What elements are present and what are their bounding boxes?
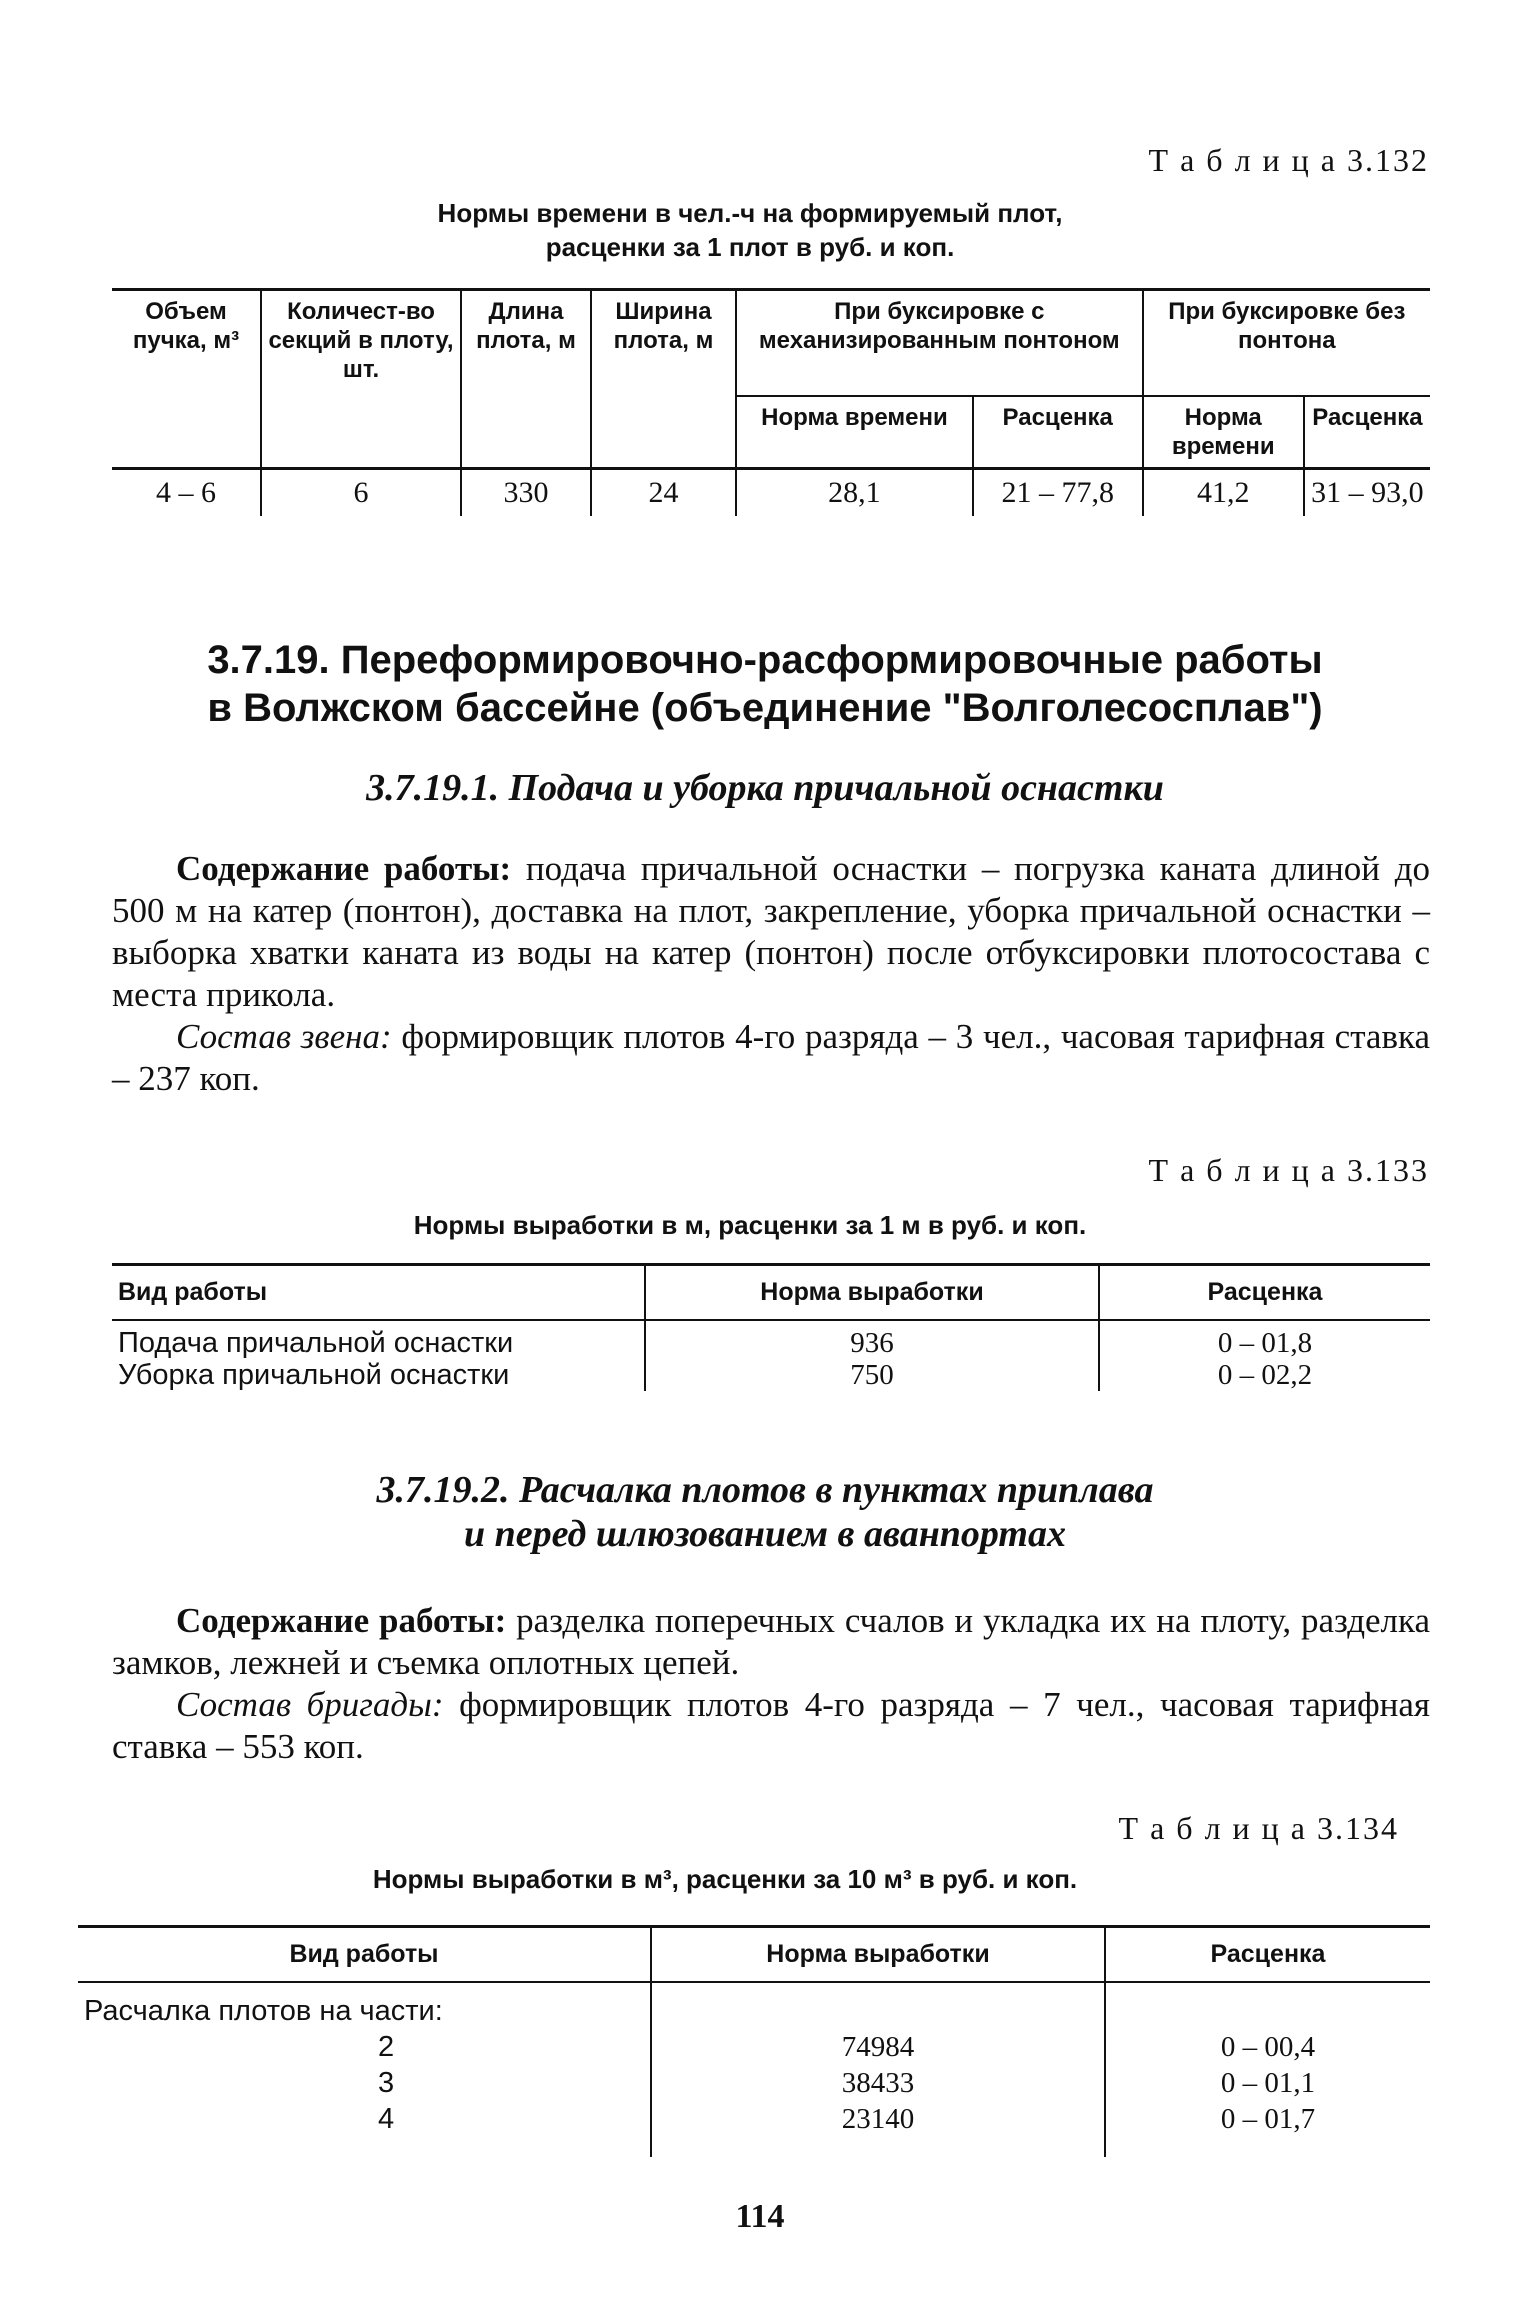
table-label: Т а б л и ц а 3.134 [1118, 1810, 1399, 1846]
cell-work-type: 4 [378, 2103, 395, 2135]
section-heading [150, 636, 1380, 732]
norms-table-3-132 [112, 288, 1430, 516]
table-caption: Нормы выработки в м, расценки за 1 м в руб. и коп. [413, 1210, 1087, 1240]
crew-text: формировщик плотов 4-го разряда – 7 чел., часовая тарифная ставка – 553 коп. [112, 1685, 1430, 1766]
col-without-pontoon: При буксировке без понтона [1143, 290, 1430, 397]
subsection-heading [150, 1468, 1380, 1556]
cell-rate-2: 31 – 93,0 [1304, 469, 1430, 517]
norms-table-3-134 [78, 1925, 1430, 2157]
cell-norm: 38433 [651, 2065, 1105, 2101]
table-row [78, 2029, 1430, 2065]
cell-rate: 0 – 00,4 [1105, 2029, 1430, 2065]
crew-label: Состав бригады: [176, 1685, 444, 1724]
cell-width: 24 [591, 469, 736, 517]
cell-work-type: 3 [378, 2067, 395, 2099]
cell-rate-1: 21 – 77,8 [973, 469, 1143, 517]
table-caption [300, 196, 1200, 264]
table-row [78, 1982, 1430, 2029]
cell-work-type: 2 [378, 2031, 395, 2063]
content-text: подача причальной оснастки – погрузка каната длиной до 500 м на катер (понтон), доставка на плот, закрепление, уборка причальной оснастки – выборка хватки каната из воды на катер (понтон) после отбуксировки плотосостава с места прикола. [112, 849, 1430, 1014]
table-label: Т а б л и ц а 3.132 [1148, 142, 1429, 178]
col-rate-2: Расценка [1304, 396, 1430, 469]
cell-sections: 6 [261, 469, 461, 517]
col-norm-time-2: Норма времени [1143, 396, 1304, 469]
col-work-type: Вид работы [78, 1927, 651, 1983]
col-width: Ширина плота, м [591, 290, 736, 469]
cell-rate: 0 – 02,2 [1099, 1359, 1430, 1391]
page-number: 114 [735, 2198, 785, 2235]
norms-table-3-133 [112, 1263, 1430, 1391]
work-content-paragraph [112, 848, 1430, 1016]
cell-work-type: Уборка причальной оснастки [118, 1359, 510, 1391]
content-text: разделка поперечных счалов и укладка их на плоту, разделка замков, лежней и съемка оплотных цепей. [112, 1601, 1431, 1682]
heading-line: в Волжском бассейне (объединение "Волголесосплав") [207, 686, 1323, 730]
cell-norm: 750 [645, 1359, 1099, 1391]
heading-line: 3.7.19. Переформировочно-расформировочные работы [207, 638, 1323, 682]
table-caption: Нормы выработки в м³, расценки за 10 м³ в руб. и коп. [372, 1864, 1078, 1894]
col-norm: Норма выработки [645, 1265, 1099, 1321]
col-volume: Объем пучка, м³ [112, 290, 261, 469]
col-sections: Количест-во секций в плоту, шт. [261, 290, 461, 469]
table-row [112, 469, 1430, 517]
cell-length: 330 [461, 469, 591, 517]
col-rate: Расценка [1105, 1927, 1430, 1983]
cell-group-label: Расчалка плотов на части: [84, 1995, 443, 2027]
table-row [78, 2065, 1430, 2101]
cell-norm-time-1: 28,1 [736, 469, 973, 517]
crew-paragraph [112, 1684, 1430, 1768]
col-norm: Норма выработки [651, 1927, 1105, 1983]
table-row [78, 2101, 1430, 2157]
col-rate-1: Расценка [973, 396, 1143, 469]
col-rate: Расценка [1099, 1265, 1430, 1321]
heading-line: 3.7.19.2. Расчалка плотов в пунктах приплава [376, 1469, 1154, 1511]
cell-norm: 23140 [651, 2101, 1105, 2157]
cell-rate: 0 – 01,1 [1105, 2065, 1430, 2101]
col-with-pontoon: При буксировке с механизированным понтоном [736, 290, 1143, 397]
col-work-type: Вид работы [112, 1265, 645, 1321]
cell-work-type: Подача причальной оснастки [118, 1327, 514, 1359]
cell-norm: 936 [645, 1327, 1099, 1359]
heading-line: и перед шлюзованием в аванпортах [463, 1513, 1066, 1555]
cell-norm-time-2: 41,2 [1143, 469, 1304, 517]
crew-paragraph [112, 1016, 1430, 1100]
crew-text: формировщик плотов 4-го разряда – 3 чел., часовая тарифная ставка – 237 коп. [112, 1017, 1430, 1098]
caption-line: расценки за 1 плот в руб. и коп. [545, 232, 955, 262]
work-content-paragraph [112, 1600, 1430, 1684]
content-label: Содержание работы: [176, 1601, 507, 1640]
content-label: Содержание работы: [176, 849, 512, 888]
caption-line: Нормы времени в чел.-ч на формируемый плот, [437, 198, 1063, 228]
table-row [112, 1359, 1430, 1391]
crew-label: Состав звена: [176, 1017, 392, 1056]
cell-rate: 0 – 01,7 [1105, 2101, 1430, 2157]
col-length: Длина плота, м [461, 290, 591, 469]
table-row [112, 1327, 1430, 1359]
cell-volume: 4 – 6 [112, 469, 261, 517]
col-norm-time-1: Норма времени [736, 396, 973, 469]
cell-norm: 74984 [651, 2029, 1105, 2065]
subsection-heading: 3.7.19.1. Подача и уборка причальной оснастки [366, 767, 1164, 809]
table-label: Т а б л и ц а 3.133 [1148, 1152, 1429, 1188]
cell-rate: 0 – 01,8 [1099, 1327, 1430, 1359]
